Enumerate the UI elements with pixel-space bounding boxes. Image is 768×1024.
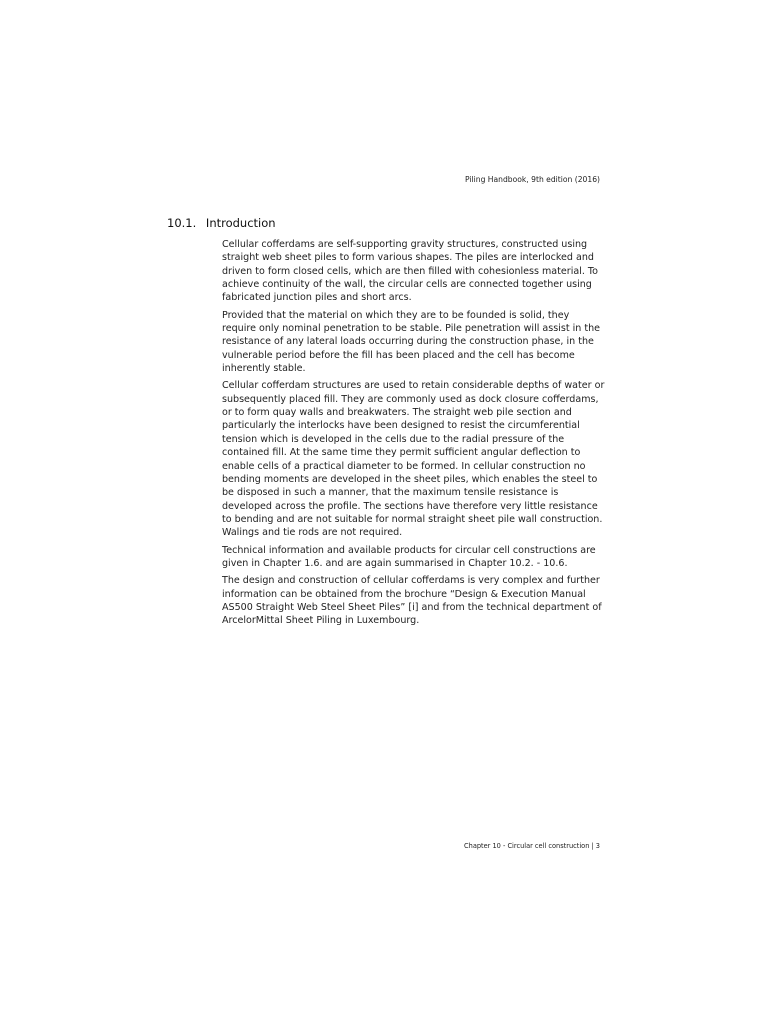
paragraph: Cellular cofferdam structures are used to retain considerable depths of water or subsequently placed fill. They are commonly used as dock closure cofferdams, or to form quay walls and breakwaters. The straight web pile section and particularly the interlocks have been designed to resist the circumferential tension which is developed in the cells due to the radial pressure of the contained fill. At the same time they permit sufficient angular deflection to enable cells of a practical diameter to be formed. In cellular construction no bending moments are developed in the sheet piles, which enables the steel to be disposed in such a manner, that the maximum tensile resistance is developed across the profile. The sections have therefore very little resistance to bending and are not suitable for normal straight sheet pile wall construction. Walings and tie rods are not required. [222, 380, 605, 539]
section-heading [167, 216, 276, 230]
section-number: 10.1. [167, 216, 197, 230]
section-title: Introduction [205, 216, 276, 230]
running-header: Piling Handbook, 9th edition (2016) [465, 175, 600, 184]
paragraph: Provided that the material on which they are to be founded is solid, they require only nominal penetration to be stable. Pile penetration will assist in the resistance of any lateral loads occurring during the construction phase, in the vulnerable period before the fill has been placed and the cell has become inherently stable. [222, 309, 601, 375]
running-footer: Chapter 10 - Circular cell construction | 3 [464, 842, 600, 850]
body-text [222, 238, 606, 632]
paragraph: Technical information and available products for circular cell constructions are given in Chapter 1.6. and are again summarised in Chapter 10.2. - 10.6. [222, 544, 596, 569]
paragraph: The design and construction of cellular cofferdams is very complex and further information can be obtained from the brochure “Design & Execution Manual AS500 Straight Web Steel Sheet Piles” [i] and from the technical department of ArcelorMittal Sheet Piling in Luxembourg. [222, 575, 602, 627]
paragraph: Cellular cofferdams are self-supporting gravity structures, constructed using straight web sheet piles to form various shapes. The piles are interlocked and driven to form closed cells, which are then filled with cohesionless material. To achieve continuity of the wall, the circular cells are connected together using fabricated junction piles and short arcs. [222, 239, 598, 304]
